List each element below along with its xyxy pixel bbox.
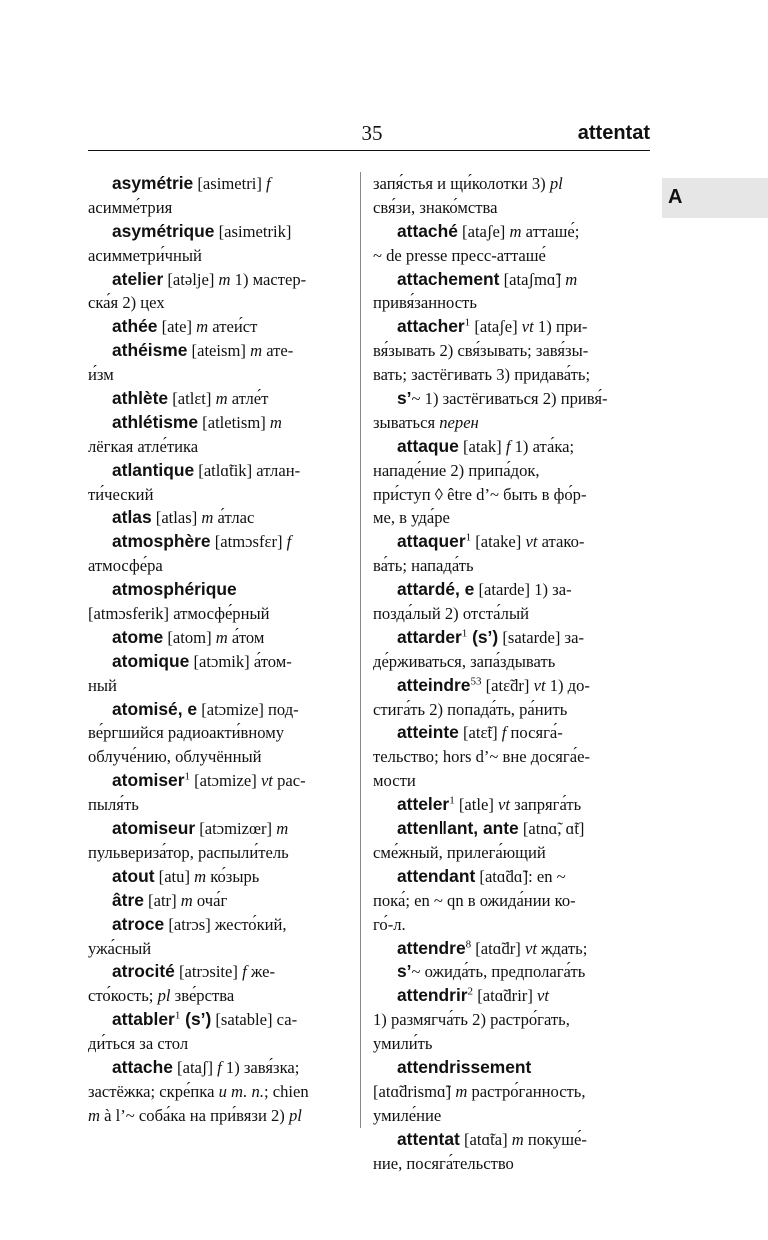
entry-text: [atr] bbox=[143, 890, 181, 910]
entry-text: [atlɛt] bbox=[168, 389, 216, 409]
letter-tab-label: A bbox=[668, 186, 683, 208]
entry-text: [atɑ̃dɑ̃]: en ~ bbox=[475, 866, 566, 886]
headword: asymétrique bbox=[112, 220, 215, 241]
entry-text: [atəlje] bbox=[163, 269, 219, 289]
headword: atome bbox=[112, 626, 164, 647]
headword: attache bbox=[112, 1056, 173, 1077]
superscript-index: 1 bbox=[465, 531, 472, 544]
dictionary-entry-line bbox=[88, 1056, 358, 1080]
grammar-label: pl bbox=[549, 174, 563, 193]
entry-text: [atnɑ̃, ɑ̃t] bbox=[518, 819, 585, 839]
dictionary-entry-line bbox=[373, 817, 647, 841]
grammar-label: m bbox=[511, 1129, 524, 1149]
grammar-label: m bbox=[565, 269, 578, 289]
entry-text: [atarde] 1) за- bbox=[474, 580, 572, 600]
entry-text: мости bbox=[373, 771, 416, 791]
dictionary-line bbox=[88, 674, 358, 698]
entry-text: атако- bbox=[537, 532, 585, 552]
dictionary-line bbox=[373, 1104, 647, 1128]
dictionary-entry-line bbox=[373, 984, 647, 1008]
page-header bbox=[88, 120, 650, 151]
entry-text: посяга́- bbox=[506, 723, 563, 743]
entry-text: [atɑ̃drismɑ̃] bbox=[373, 1081, 456, 1101]
entry-text: [atom] bbox=[163, 627, 216, 647]
entry-text: [atu] bbox=[154, 866, 195, 886]
entry-text: покуше́- bbox=[523, 1129, 587, 1149]
entry-text: [asimetri] bbox=[193, 174, 267, 193]
headword: attarder bbox=[397, 626, 462, 647]
dictionary-line bbox=[88, 602, 358, 626]
dictionary-entry-line bbox=[88, 913, 358, 937]
grammar-label: f bbox=[501, 723, 507, 743]
dictionary-line bbox=[373, 291, 647, 315]
entry-text: [atɑ̃drir] bbox=[473, 986, 538, 1006]
entry-text: вать; застёгивать 3) придава́ть; bbox=[373, 365, 591, 385]
dictionary-entry-line bbox=[88, 172, 358, 196]
dictionary-line bbox=[373, 650, 647, 674]
headword: s’ bbox=[397, 961, 412, 982]
grammar-label: m bbox=[455, 1081, 468, 1101]
grammar-label: vt bbox=[521, 317, 534, 337]
dictionary-entry-line bbox=[373, 315, 647, 339]
entry-text: растро́ганность, bbox=[467, 1081, 586, 1101]
dictionary-entry-line bbox=[88, 268, 358, 292]
headword: attardé, e bbox=[397, 579, 475, 600]
grammar-label: f bbox=[286, 532, 292, 552]
column-divider bbox=[360, 172, 361, 1128]
headword: asymétrie bbox=[112, 173, 194, 193]
grammar-label: перен bbox=[439, 412, 479, 432]
dictionary-entry-line bbox=[88, 698, 358, 722]
entry-text: [atle] bbox=[454, 795, 499, 815]
dictionary-entry-line bbox=[88, 387, 358, 411]
entry-text: [satarde] за- bbox=[498, 627, 584, 647]
headword: atteler bbox=[397, 794, 450, 815]
dictionary-line bbox=[373, 1032, 647, 1056]
dictionary-line bbox=[88, 721, 358, 745]
grammar-label: m bbox=[250, 341, 263, 361]
entry-text: ко́зырь bbox=[206, 866, 260, 886]
dictionary-line bbox=[373, 554, 647, 578]
entry-text: атле́т bbox=[227, 389, 269, 409]
entry-text: [ate] bbox=[157, 317, 197, 337]
headword: (s’) bbox=[180, 1009, 212, 1030]
grammar-label: f bbox=[505, 436, 511, 456]
entry-text: 1) мастер- bbox=[230, 269, 307, 289]
entry-text: [atmɔsfɛr] bbox=[210, 532, 287, 552]
entry-text: умили́ть bbox=[373, 1034, 433, 1054]
dictionary-entry-line bbox=[373, 960, 647, 984]
headword: attaché bbox=[397, 220, 458, 241]
headword: attacher bbox=[397, 316, 465, 337]
dictionary-entry-line bbox=[88, 578, 358, 602]
dictionary-line bbox=[373, 172, 647, 196]
superscript-index: 1 bbox=[449, 794, 455, 807]
headword: atroce bbox=[112, 913, 165, 934]
entry-text: [atak] bbox=[458, 436, 506, 456]
dictionary-line bbox=[373, 459, 647, 483]
entry-text: ~ 1) застёгиваться 2) привя́- bbox=[411, 389, 608, 409]
dictionary-line bbox=[88, 435, 358, 459]
entry-text: [atɑ̃ta] bbox=[459, 1129, 512, 1149]
dictionary-entry-line bbox=[88, 411, 358, 435]
dictionary-entry-line bbox=[88, 459, 358, 483]
dictionary-entry-line bbox=[88, 1008, 358, 1032]
grammar-label: vt bbox=[525, 532, 538, 552]
entry-text: оча́г bbox=[192, 890, 228, 910]
dictionary-line bbox=[88, 937, 358, 961]
entry-text: ный bbox=[88, 675, 117, 695]
entry-text: [atlɑ̃tik] атлан- bbox=[194, 460, 301, 480]
superscript-index: 2 bbox=[467, 985, 474, 998]
entry-text: сто́кость; bbox=[88, 986, 158, 1006]
entry-text: же- bbox=[246, 962, 276, 982]
headword: atout bbox=[112, 865, 155, 886]
entry-text: свя́зи, знако́мства bbox=[373, 197, 498, 217]
dictionary-line bbox=[373, 1008, 647, 1032]
entry-text: [ataʃe] bbox=[470, 317, 522, 337]
dictionary-line bbox=[88, 745, 358, 769]
dictionary-entry-line bbox=[88, 817, 358, 841]
grammar-label: и т. п. bbox=[218, 1081, 264, 1101]
headword: atten‖ant, ante bbox=[397, 818, 519, 839]
entry-text: 1) размягча́ть 2) растро́гать, bbox=[373, 1010, 570, 1030]
right-column bbox=[373, 172, 647, 1175]
entry-text: привя́занность bbox=[373, 293, 477, 313]
headword: atomique bbox=[112, 650, 190, 671]
entry-text: де́рживаться, запа́здывать bbox=[373, 651, 556, 671]
dictionary-entry-line bbox=[88, 530, 358, 554]
dictionary-entry-line bbox=[373, 626, 647, 650]
dictionary-line bbox=[373, 841, 647, 865]
entry-text: ; chien bbox=[263, 1081, 309, 1101]
grammar-label: vt bbox=[260, 771, 273, 791]
headword: atomiser bbox=[112, 770, 185, 791]
dictionary-entry-line bbox=[88, 769, 358, 793]
dictionary-entry-line bbox=[373, 1056, 647, 1080]
entry-text: нападе́ние 2) припа́док, bbox=[373, 460, 540, 480]
dictionary-entry-line bbox=[373, 865, 647, 889]
dictionary-entry-line bbox=[373, 674, 647, 698]
grammar-label: vt bbox=[533, 675, 546, 695]
dictionary-line bbox=[373, 1080, 647, 1104]
entry-text: [atɔmik] а́том- bbox=[189, 651, 292, 671]
headword: athéisme bbox=[112, 340, 188, 361]
dictionary-line bbox=[373, 1152, 647, 1176]
headword: athlétisme bbox=[112, 411, 199, 432]
entry-text: ние, посяга́тельство bbox=[373, 1153, 514, 1173]
headword: attentat bbox=[397, 1128, 460, 1149]
dictionary-line bbox=[88, 291, 358, 315]
entry-text: асимме́трия bbox=[88, 197, 173, 217]
entry-text: запя́стья и щи́колотки 3) bbox=[373, 174, 550, 193]
page-number: 35 bbox=[361, 121, 383, 145]
headword: attendrir bbox=[397, 985, 468, 1006]
entry-text: ужа́сный bbox=[88, 938, 152, 958]
dictionary-line bbox=[373, 506, 647, 530]
entry-text: сме́жный, прилега́ющий bbox=[373, 842, 546, 862]
headword: attendant bbox=[397, 865, 476, 886]
dictionary-line bbox=[88, 483, 358, 507]
grammar-label: f bbox=[242, 962, 247, 982]
grammar-label: vt bbox=[537, 986, 549, 1006]
entry-text: облуче́нию, облучённый bbox=[88, 747, 262, 767]
entry-text: [ateism] bbox=[187, 341, 251, 361]
grammar-label: m bbox=[215, 627, 228, 647]
left-column bbox=[88, 172, 358, 1128]
entry-text: [atletism] bbox=[198, 412, 270, 432]
entry-text: [atrɔs] жесто́кий, bbox=[164, 914, 287, 934]
dictionary-line bbox=[88, 984, 358, 1008]
grammar-label: m bbox=[215, 389, 228, 409]
grammar-label: vt bbox=[498, 795, 510, 815]
dictionary-line bbox=[373, 889, 647, 913]
grammar-label: m bbox=[509, 221, 522, 241]
entry-text: атмосфе́ра bbox=[88, 556, 163, 576]
entry-text: стига́ть 2) попада́ть, ра́нить bbox=[373, 699, 568, 719]
entry-text: [atrɔsite] bbox=[174, 962, 243, 982]
entry-text: позда́лый 2) отста́лый bbox=[373, 604, 529, 624]
entry-text: асимметри́чный bbox=[88, 245, 202, 265]
dictionary-line bbox=[88, 554, 358, 578]
entry-text: ждать; bbox=[536, 938, 588, 958]
dictionary-line bbox=[373, 363, 647, 387]
entry-text: застёжка; скре́пка bbox=[88, 1081, 219, 1101]
dictionary-entry-line bbox=[373, 1128, 647, 1152]
dictionary-entry-line bbox=[88, 865, 358, 889]
dictionary-line bbox=[373, 913, 647, 937]
grammar-label: m bbox=[180, 890, 193, 910]
grammar-label: f bbox=[217, 1057, 222, 1077]
dictionary-line bbox=[88, 363, 358, 387]
headword: attachement bbox=[397, 268, 500, 289]
dictionary-line bbox=[373, 339, 647, 363]
headword: athlète bbox=[112, 388, 169, 409]
entry-text: [atɔmize] под- bbox=[197, 699, 299, 719]
dictionary-entry-line bbox=[373, 387, 647, 411]
entry-text: атташе́; bbox=[521, 221, 580, 241]
dictionary-entry-line bbox=[88, 220, 358, 244]
entry-text: [atɑ̃dr] bbox=[471, 938, 525, 958]
dictionary-line bbox=[373, 602, 647, 626]
entry-text: [atɛ̃dr] bbox=[481, 675, 534, 695]
headword: atlantique bbox=[112, 459, 195, 480]
dictionary-entry-line bbox=[88, 626, 358, 650]
headword: atrocité bbox=[112, 961, 175, 982]
headword: atlas bbox=[112, 507, 152, 528]
grammar-label: pl bbox=[157, 986, 171, 1006]
entry-text: ди́ться за стол bbox=[88, 1034, 189, 1054]
grammar-label: m bbox=[269, 412, 282, 432]
dictionary-entry-line bbox=[373, 220, 647, 244]
dictionary-line bbox=[88, 1104, 358, 1128]
superscript-index: 53 bbox=[470, 675, 482, 688]
entry-text: ~ ожида́ть, предполага́ть bbox=[411, 962, 586, 982]
dictionary-line bbox=[88, 1032, 358, 1056]
dictionary-line bbox=[373, 244, 647, 268]
entry-text: [satable] са- bbox=[211, 1010, 298, 1030]
dictionary-entry-line bbox=[88, 650, 358, 674]
entry-text: умиле́ние bbox=[373, 1105, 442, 1125]
dictionary-line bbox=[373, 196, 647, 220]
entry-text: ~ de presse пресс-атташе́ bbox=[373, 245, 546, 265]
entry-text: пока́; en ~ qn в ожида́нии ко- bbox=[373, 890, 576, 910]
superscript-index: 8 bbox=[465, 937, 472, 950]
entry-text: ва́ть; напада́ть bbox=[373, 556, 474, 576]
grammar-label: pl bbox=[288, 1105, 302, 1125]
headword: s’ bbox=[397, 388, 412, 409]
entry-text: ве́ргшийся радиоакти́вному bbox=[88, 723, 285, 743]
headword: (s’) bbox=[467, 626, 499, 647]
dictionary-entry-line bbox=[88, 889, 358, 913]
entry-text: à l’~ соба́ка на при́вязи 2) bbox=[99, 1105, 289, 1125]
superscript-index: 1 bbox=[184, 770, 190, 783]
dictionary-entry-line bbox=[373, 435, 647, 459]
headword: attaquer bbox=[397, 531, 466, 552]
entry-text: и́зм bbox=[88, 365, 114, 385]
entry-text: запряга́ть bbox=[510, 795, 582, 815]
grammar-label: m bbox=[218, 269, 231, 289]
grammar-label: m bbox=[201, 508, 214, 528]
entry-text: 1) завя́зка; bbox=[221, 1057, 300, 1077]
headword: atomisé, e bbox=[112, 698, 198, 719]
entry-text: [ataʃmɑ̃] bbox=[499, 269, 566, 289]
entry-text: [atlas] bbox=[151, 508, 202, 528]
entry-text: ате- bbox=[262, 341, 294, 361]
dictionary-line bbox=[88, 1080, 358, 1104]
entry-text: [ataʃ] bbox=[172, 1057, 218, 1077]
entry-text: ме, в уда́ре bbox=[373, 508, 450, 528]
dictionary-line bbox=[373, 745, 647, 769]
entry-text: тельство; hors d’~ вне досяга́е- bbox=[373, 747, 590, 767]
headword: athée bbox=[112, 316, 158, 337]
grammar-label: m bbox=[88, 1105, 100, 1125]
dictionary-entry-line bbox=[88, 960, 358, 984]
headword: attendrissement bbox=[397, 1056, 532, 1077]
entry-text: пыля́ть bbox=[88, 795, 139, 815]
letter-tab bbox=[662, 178, 768, 218]
entry-text: [ataʃe] bbox=[457, 221, 510, 241]
grammar-label: m bbox=[276, 819, 289, 839]
entry-text: при́ступ ◊ être d’~ быть в фо́р- bbox=[373, 484, 587, 504]
headword: attendre bbox=[397, 937, 466, 958]
headword: atomiseur bbox=[112, 818, 196, 839]
entry-text: рас- bbox=[272, 771, 306, 791]
entry-text: го́-л. bbox=[373, 914, 406, 934]
entry-text: [asimetrik] bbox=[214, 221, 292, 241]
superscript-index: 1 bbox=[464, 316, 471, 329]
entry-text: ска́я 2) цех bbox=[88, 293, 165, 313]
entry-text: [atɔmize] bbox=[190, 771, 261, 791]
dictionary-entry-line bbox=[373, 578, 647, 602]
headword: atteinte bbox=[397, 722, 459, 743]
superscript-index: 1 bbox=[461, 627, 468, 640]
grammar-label: f bbox=[266, 174, 271, 193]
headword: atteindre bbox=[397, 674, 471, 695]
headword: atmosphérique bbox=[112, 579, 237, 600]
dictionary-entry-line bbox=[88, 315, 358, 339]
entry-text: 1) ата́ка; bbox=[510, 436, 575, 456]
entry-text: зываться bbox=[373, 412, 440, 432]
superscript-index: 1 bbox=[174, 1009, 181, 1022]
entry-text: а́тлас bbox=[213, 508, 255, 528]
grammar-label: m bbox=[194, 866, 207, 886]
dictionary-entry-line bbox=[373, 937, 647, 961]
entry-text: пульвериза́тор, распыли́тель bbox=[88, 842, 289, 862]
entry-text: вя́зывать 2) свя́зывать; завя́зы- bbox=[373, 341, 589, 361]
headword: âtre bbox=[112, 889, 144, 910]
entry-text: лёгкая атле́тика bbox=[88, 436, 199, 456]
grammar-label: m bbox=[196, 317, 209, 337]
dictionary-entry-line bbox=[373, 721, 647, 745]
headword: atmosphère bbox=[112, 531, 211, 552]
dictionary-line bbox=[373, 769, 647, 793]
entry-text: 1) при- bbox=[533, 317, 588, 337]
entry-text: а́том bbox=[227, 627, 265, 647]
headword: attabler bbox=[112, 1009, 175, 1030]
entry-text: [atɔmizœr] bbox=[195, 819, 277, 839]
dictionary-entry-line bbox=[88, 506, 358, 530]
running-head: attentat bbox=[577, 122, 650, 144]
entry-text: ти́ческий bbox=[88, 484, 154, 504]
dictionary-line bbox=[373, 483, 647, 507]
headword: attaque bbox=[397, 435, 459, 456]
dictionary-line bbox=[88, 793, 358, 817]
dictionary-entry-line bbox=[373, 268, 647, 292]
entry-text: атеи́ст bbox=[208, 317, 258, 337]
entry-text: 1) до- bbox=[545, 675, 590, 695]
dictionary-line bbox=[88, 244, 358, 268]
dictionary-entry-line bbox=[373, 530, 647, 554]
entry-text: [atake] bbox=[471, 532, 526, 552]
dictionary-line bbox=[88, 841, 358, 865]
entry-text: [atɛ̃t] bbox=[458, 723, 502, 743]
entry-text: [atmɔsferik] атмосфе́рный bbox=[88, 604, 270, 624]
grammar-label: vt bbox=[524, 938, 537, 958]
dictionary-line bbox=[373, 411, 647, 435]
dictionary-line bbox=[88, 196, 358, 220]
headword: atelier bbox=[112, 268, 164, 289]
dictionary-entry-line bbox=[373, 793, 647, 817]
entry-text: зве́рства bbox=[170, 986, 235, 1006]
dictionary-entry-line bbox=[88, 339, 358, 363]
dictionary-line bbox=[373, 698, 647, 722]
